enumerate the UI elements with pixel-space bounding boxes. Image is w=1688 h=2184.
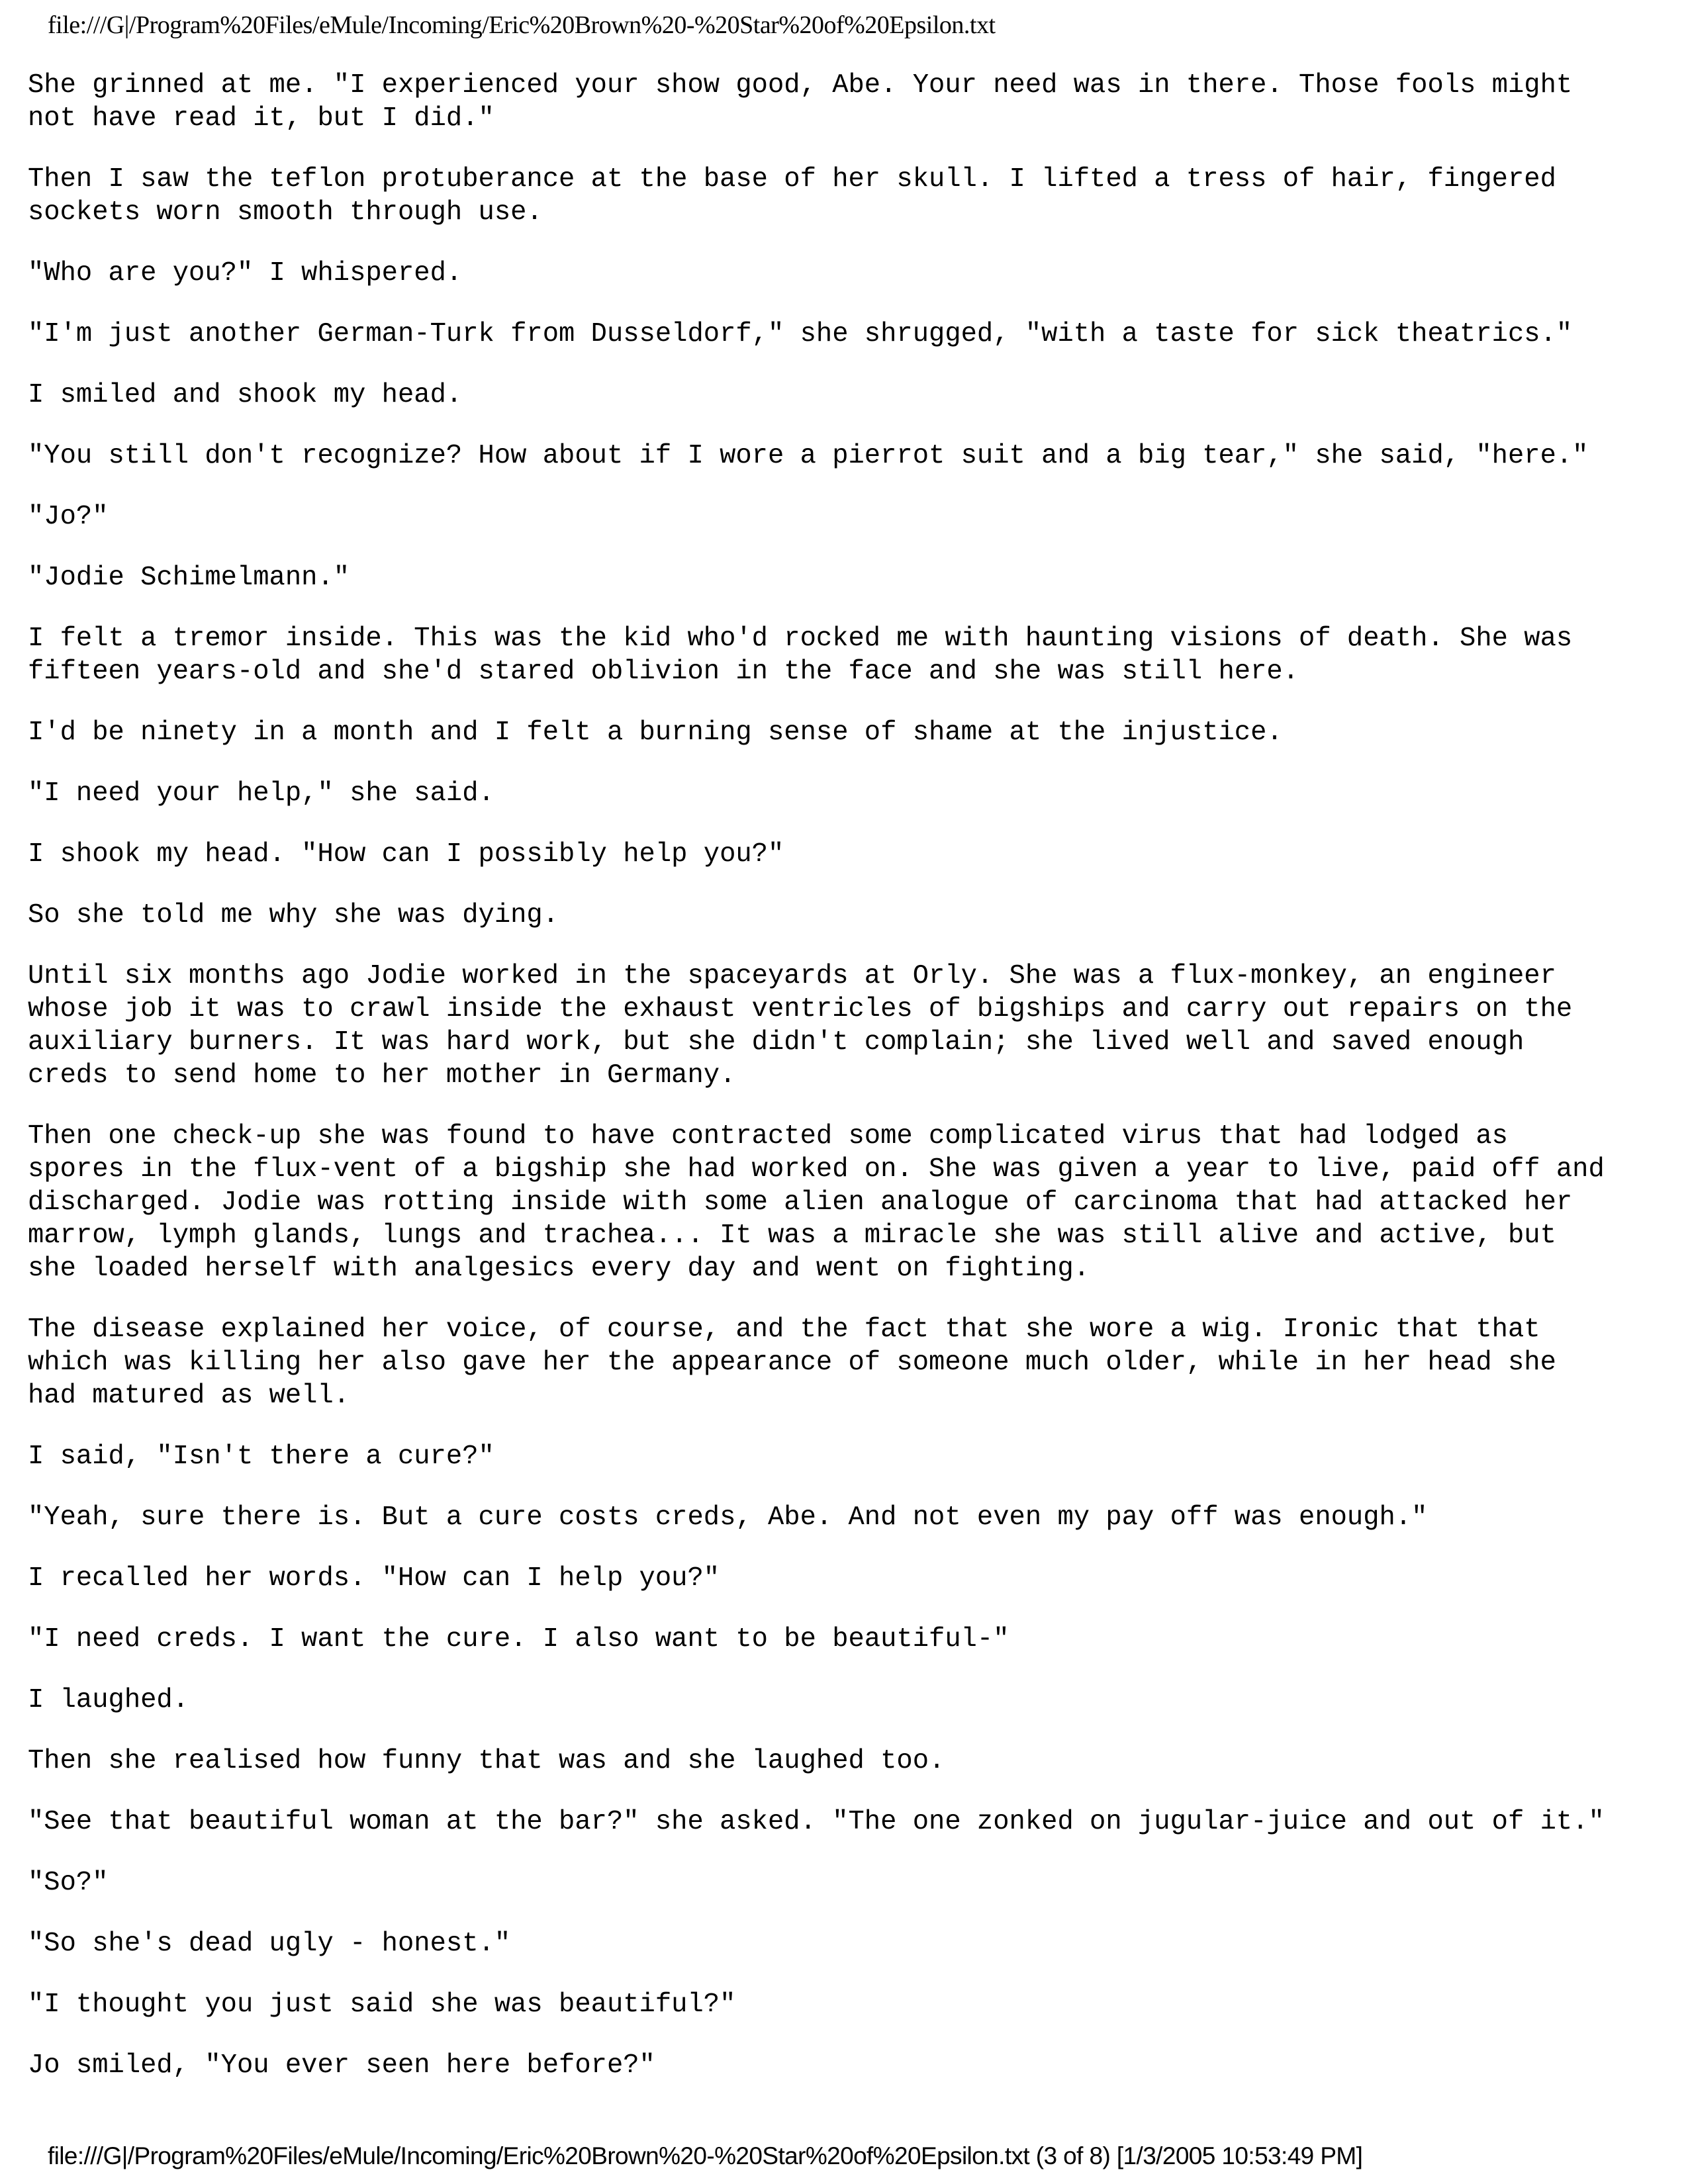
paragraph: I said, "Isn't there a cure?": [28, 1441, 494, 1472]
paragraph: I'd be ninety in a month and I felt a burning sense of shame at the injustice.: [28, 717, 1283, 748]
document-body: [28, 69, 1663, 2110]
paragraph: Then I saw the teflon protuberance at the base of her skull. I lifted a tress of hair, fingered sockets worn smooth through use.: [28, 164, 1556, 228]
paragraph: Until six months ago Jodie worked in the spaceyards at Orly. She was a flux-monkey, an engineer whose job it was to crawl inside the exhaust ventricles of bigships and carry out repairs on the auxiliary burners. It was hard work, but she didn't complain; she lived well and saved enough creds to send home to her mother in Germany.: [28, 961, 1573, 1091]
paragraph: The disease explained her voice, of course, and the fact that she wore a wig. Ironic that that which was killing her also gave her the appearance of someone much older, while in her head she had matured as well.: [28, 1314, 1556, 1411]
paragraph: "Jo?": [28, 502, 109, 532]
paragraph: I smiled and shook my head.: [28, 380, 463, 410]
paragraph: I felt a tremor inside. This was the kid who'd rocked me with haunting visions of death. She was fifteen years-old and she'd stared oblivion in the face and she was still here.: [28, 623, 1573, 687]
paragraph: "Who are you?" I whispered.: [28, 258, 463, 289]
paragraph: So she told me why she was dying.: [28, 900, 559, 931]
page-header-url: file:///G|/Program%20Files/eMule/Incoming/Eric%20Brown%20-%20Star%20of%20Epsilon.txt: [48, 11, 996, 39]
paragraph: "You still don't recognize? How about if I wore a pierrot suit and a big tear," she said, "here.": [28, 441, 1589, 471]
paragraph: "So?": [28, 1868, 109, 1898]
paragraph: "I'm just another German-Turk from Dusseldorf," she shrugged, "with a taste for sick theatrics.": [28, 319, 1573, 349]
paragraph: "Yeah, sure there is. But a cure costs creds, Abe. And not even my pay off was enough.": [28, 1502, 1428, 1533]
paragraph: "I need creds. I want the cure. I also want to be beautiful-": [28, 1624, 1009, 1655]
paragraph: "I thought you just said she was beautiful?": [28, 1989, 736, 2020]
paragraph: "I need your help," she said.: [28, 778, 494, 809]
paragraph: I shook my head. "How can I possibly help you?": [28, 839, 784, 870]
paragraph: She grinned at me. "I experienced your show good, Abe. Your need was in there. Those fools might not have read it, but I did.": [28, 70, 1573, 134]
paragraph: I laughed.: [28, 1685, 189, 1715]
paragraph: "Jodie Schimelmann.": [28, 563, 350, 593]
paragraph: "So she's dead ugly - honest.": [28, 1929, 511, 1959]
paragraph: "See that beautiful woman at the bar?" she asked. "The one zonked on jugular-juice and out of it.": [28, 1807, 1605, 1837]
paragraph: Then she realised how funny that was and she laughed too.: [28, 1746, 945, 1776]
paragraph: I recalled her words. "How can I help you?": [28, 1563, 720, 1594]
page-footer-info: file:///G|/Program%20Files/eMule/Incoming/Eric%20Brown%20-%20Star%20of%20Epsilon.txt (3 of 8) [1/3/2005 10:53:49 PM]: [48, 2142, 1363, 2169]
paragraph: Then one check-up she was found to have contracted some complicated virus that had lodged as spores in the flux-vent of a bigship she had worked on. She was given a year to live, paid off and discharged. Jodie was rotting inside with some alien analogue of carcinoma that had attacked her marrow, lymph glands, lungs and trachea... It was a miracle she was still alive and active, but she loaded herself with analgesics every day and went on fighting.: [28, 1121, 1605, 1284]
paragraph: Jo smiled, "You ever seen here before?": [28, 2050, 655, 2081]
